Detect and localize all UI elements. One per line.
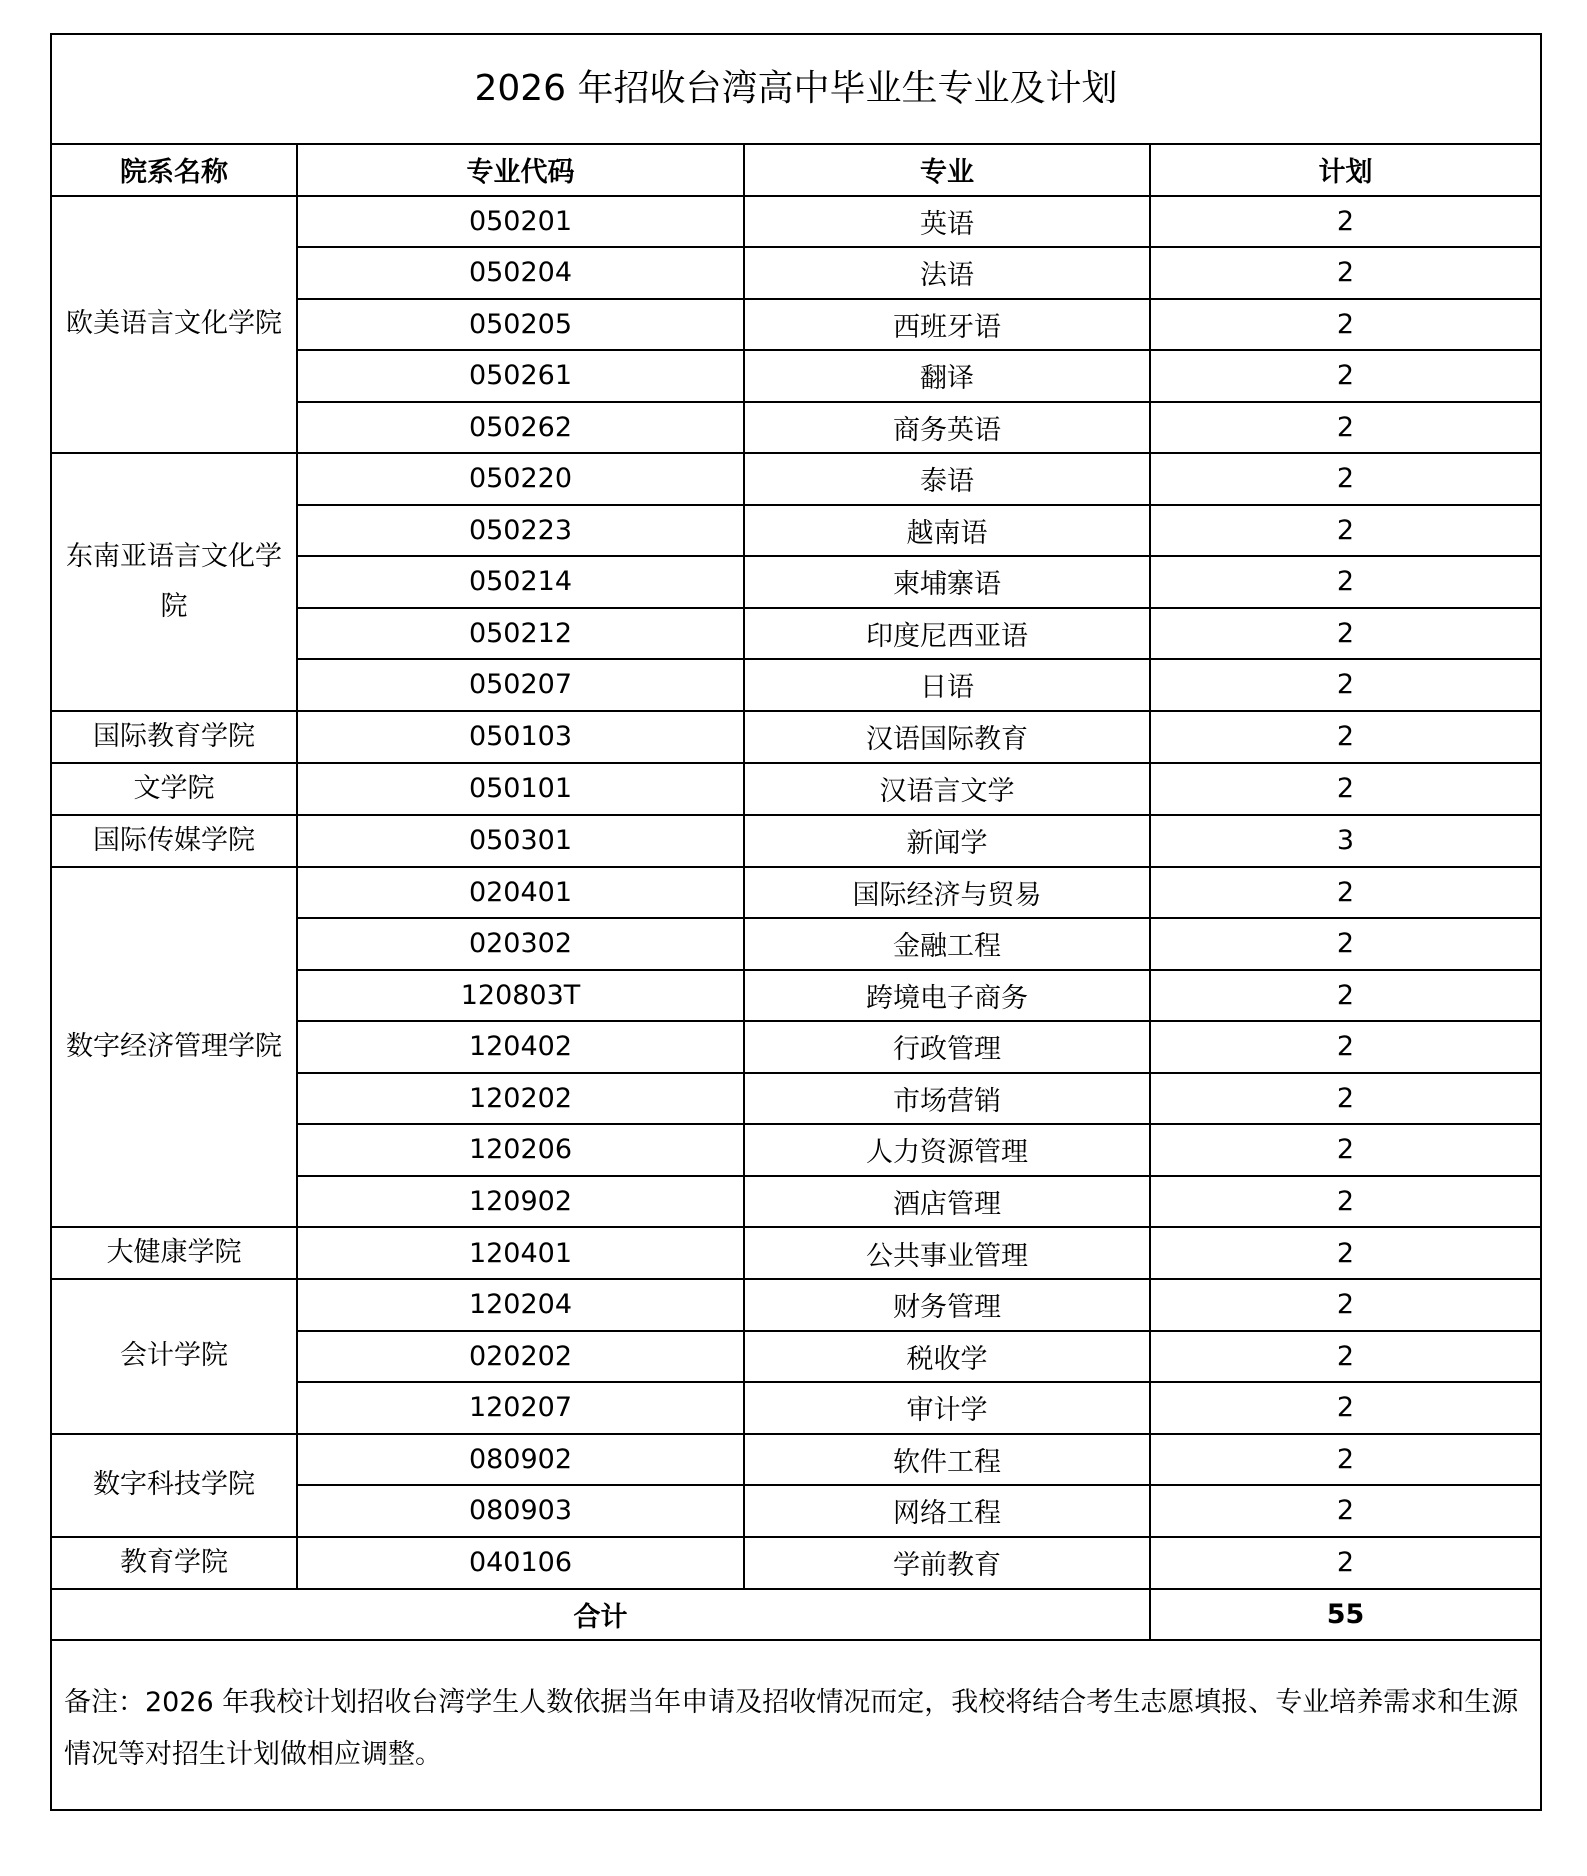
major-cell: 汉语言文学 <box>744 763 1150 815</box>
major-cell: 财务管理 <box>744 1279 1150 1331</box>
table-row <box>52 453 1540 505</box>
code-cell: 040106 <box>297 1537 744 1589</box>
plan-cell: 2 <box>1150 1485 1540 1537</box>
major-cell: 国际经济与贸易 <box>744 867 1150 919</box>
code-cell: 120204 <box>297 1279 744 1331</box>
plan-cell: 2 <box>1150 505 1540 557</box>
page-title: 2026 年招收台湾高中毕业生专业及计划 <box>52 35 1540 145</box>
code-cell: 080902 <box>297 1434 744 1486</box>
code-cell: 050204 <box>297 247 744 299</box>
college-cell: 国际传媒学院 <box>52 815 297 867</box>
major-cell: 人力资源管理 <box>744 1124 1150 1176</box>
major-cell: 法语 <box>744 247 1150 299</box>
table-header-row <box>52 145 1540 196</box>
total-value: 55 <box>1150 1589 1540 1641</box>
code-cell: 080903 <box>297 1485 744 1537</box>
table-row <box>52 196 1540 248</box>
major-cell: 税收学 <box>744 1331 1150 1383</box>
note-text: 备注：2026 年我校计划招收台湾学生人数依据当年申请及招收情况而定，我校将结合考生志愿填报、专业培养需求和生源情况等对招生计划做相应调整。 <box>64 1687 1519 1770</box>
college-cell: 东南亚语言文化学院 <box>52 453 297 711</box>
major-cell: 英语 <box>744 196 1150 248</box>
header-plan: 计划 <box>1150 145 1540 196</box>
plan-cell: 2 <box>1150 711 1540 763</box>
college-cell: 会计学院 <box>52 1279 297 1434</box>
code-cell: 050103 <box>297 711 744 763</box>
plan-cell: 2 <box>1150 350 1540 402</box>
plan-cell: 2 <box>1150 1073 1540 1125</box>
total-row <box>52 1589 1540 1641</box>
table-row <box>52 867 1540 919</box>
code-cell: 120207 <box>297 1382 744 1434</box>
code-cell: 020401 <box>297 867 744 919</box>
plan-cell: 2 <box>1150 1434 1540 1486</box>
major-cell: 新闻学 <box>744 815 1150 867</box>
code-cell: 050101 <box>297 763 744 815</box>
code-cell: 120902 <box>297 1176 744 1228</box>
header-code: 专业代码 <box>297 145 744 196</box>
code-cell: 120803T <box>297 970 744 1022</box>
table-row <box>52 1434 1540 1486</box>
total-label: 合计 <box>52 1589 1150 1641</box>
college-cell: 教育学院 <box>52 1537 297 1589</box>
code-cell: 050261 <box>297 350 744 402</box>
table-row <box>52 711 1540 763</box>
college-cell: 大健康学院 <box>52 1227 297 1279</box>
plan-document <box>50 33 1542 1811</box>
code-cell: 050201 <box>297 196 744 248</box>
plan-cell: 2 <box>1150 970 1540 1022</box>
major-cell: 市场营销 <box>744 1073 1150 1125</box>
college-cell: 数字经济管理学院 <box>52 867 297 1228</box>
major-cell: 商务英语 <box>744 402 1150 454</box>
table-row <box>52 815 1540 867</box>
plan-cell: 2 <box>1150 556 1540 608</box>
plan-cell: 2 <box>1150 918 1540 970</box>
table-body <box>52 196 1540 1589</box>
table-row <box>52 763 1540 815</box>
major-cell: 行政管理 <box>744 1021 1150 1073</box>
college-cell: 数字科技学院 <box>52 1434 297 1537</box>
major-cell: 金融工程 <box>744 918 1150 970</box>
plan-cell: 2 <box>1150 1176 1540 1228</box>
code-cell: 050223 <box>297 505 744 557</box>
plan-cell: 2 <box>1150 402 1540 454</box>
major-cell: 日语 <box>744 659 1150 711</box>
table-row <box>52 1279 1540 1331</box>
code-cell: 120206 <box>297 1124 744 1176</box>
code-cell: 120402 <box>297 1021 744 1073</box>
major-cell: 审计学 <box>744 1382 1150 1434</box>
major-cell: 酒店管理 <box>744 1176 1150 1228</box>
major-cell: 翻译 <box>744 350 1150 402</box>
plan-cell: 2 <box>1150 1021 1540 1073</box>
major-cell: 越南语 <box>744 505 1150 557</box>
major-cell: 印度尼西亚语 <box>744 608 1150 660</box>
enrollment-plan-table <box>52 145 1540 1641</box>
plan-cell: 2 <box>1150 1537 1540 1589</box>
college-cell: 文学院 <box>52 763 297 815</box>
code-cell: 050220 <box>297 453 744 505</box>
plan-cell: 2 <box>1150 867 1540 919</box>
major-cell: 跨境电子商务 <box>744 970 1150 1022</box>
major-cell: 汉语国际教育 <box>744 711 1150 763</box>
code-cell: 120202 <box>297 1073 744 1125</box>
code-cell: 050205 <box>297 299 744 351</box>
code-cell: 050207 <box>297 659 744 711</box>
major-cell: 软件工程 <box>744 1434 1150 1486</box>
header-major: 专业 <box>744 145 1150 196</box>
code-cell: 050212 <box>297 608 744 660</box>
plan-cell: 2 <box>1150 608 1540 660</box>
header-college: 院系名称 <box>52 145 297 196</box>
major-cell: 西班牙语 <box>744 299 1150 351</box>
code-cell: 050214 <box>297 556 744 608</box>
college-cell: 国际教育学院 <box>52 711 297 763</box>
table-row <box>52 1227 1540 1279</box>
plan-cell: 2 <box>1150 1382 1540 1434</box>
code-cell: 120401 <box>297 1227 744 1279</box>
major-cell: 学前教育 <box>744 1537 1150 1589</box>
plan-cell: 2 <box>1150 196 1540 248</box>
plan-cell: 2 <box>1150 1331 1540 1383</box>
plan-cell: 3 <box>1150 815 1540 867</box>
table-row <box>52 1537 1540 1589</box>
plan-cell: 2 <box>1150 1227 1540 1279</box>
major-cell: 柬埔寨语 <box>744 556 1150 608</box>
plan-cell: 2 <box>1150 453 1540 505</box>
major-cell: 公共事业管理 <box>744 1227 1150 1279</box>
plan-cell: 2 <box>1150 763 1540 815</box>
plan-cell: 2 <box>1150 247 1540 299</box>
code-cell: 050301 <box>297 815 744 867</box>
plan-cell: 2 <box>1150 659 1540 711</box>
plan-cell: 2 <box>1150 299 1540 351</box>
major-cell: 泰语 <box>744 453 1150 505</box>
college-cell: 欧美语言文化学院 <box>52 196 297 454</box>
code-cell: 050262 <box>297 402 744 454</box>
code-cell: 020202 <box>297 1331 744 1383</box>
plan-cell: 2 <box>1150 1124 1540 1176</box>
plan-cell: 2 <box>1150 1279 1540 1331</box>
code-cell: 020302 <box>297 918 744 970</box>
major-cell: 网络工程 <box>744 1485 1150 1537</box>
